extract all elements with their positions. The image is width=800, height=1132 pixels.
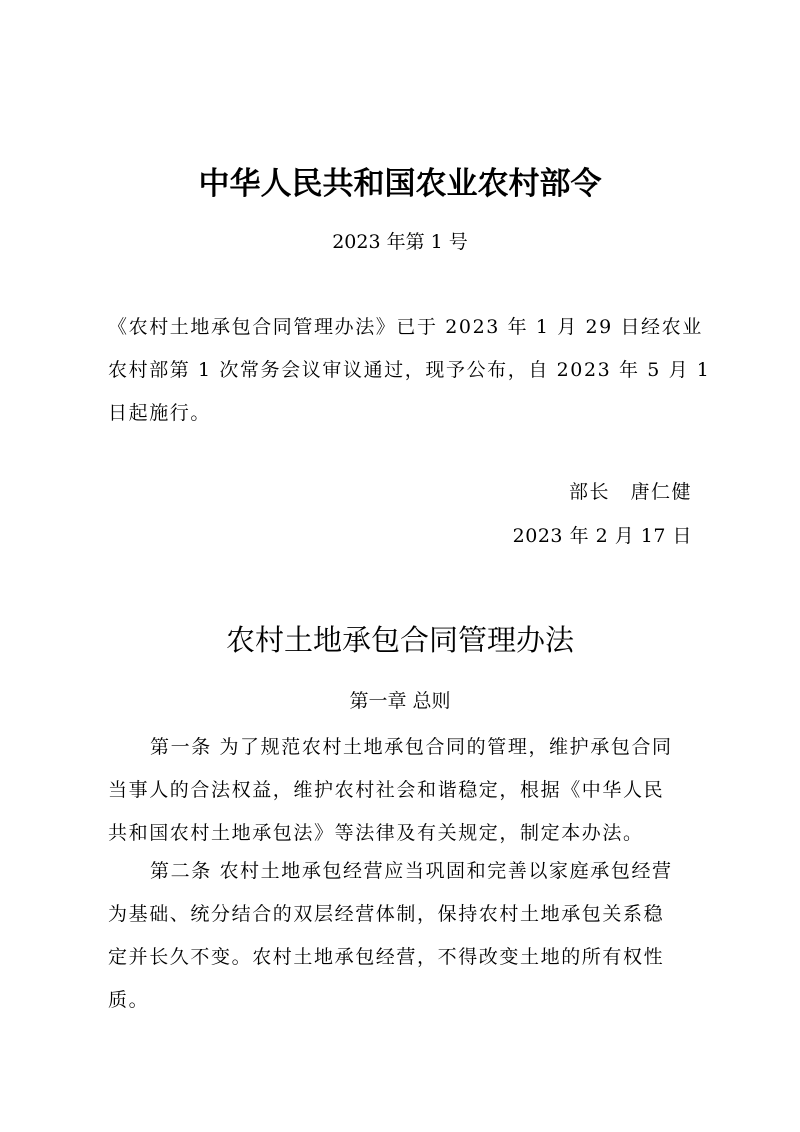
text-line: 第一条 为了规范农村土地承包合同的管理，维护承包合同: [150, 736, 673, 758]
text-line: 农村部第 1 次常务会议审议通过，现予公布，自 2023 年 5 月 1: [108, 359, 711, 381]
text-line: 为基础、统分结合的双层经营体制，保持农村土地承包关系稳: [108, 903, 665, 925]
text-line: 当事人的合法权益，维护农村社会和谐稳定，根据《中华人民: [108, 779, 665, 801]
text-line: 质。: [108, 989, 150, 1011]
article-2: [108, 850, 692, 1022]
decree-number: 2023 年第 1 号: [332, 231, 468, 253]
text-line: 《农村土地承包合同管理办法》已于 2023 年 1 月 29 日经农业: [108, 316, 703, 338]
text-line: 第二条 农村土地承包经营应当巩固和完善以家庭承包经营: [150, 860, 673, 882]
signing-date: 2023 年 2 月 17 日: [512, 525, 692, 547]
signer: 部长 唐仁健: [568, 481, 692, 503]
decree-intro-paragraph: [108, 306, 711, 435]
regulation-title: 农村土地承包合同管理办法: [225, 623, 574, 657]
chapter-heading: 第一章 总则: [349, 690, 451, 712]
text-line: 日起施行。: [108, 402, 212, 424]
text-line: 共和国农村土地承包法》等法律及有关规定，制定本办法。: [108, 822, 644, 844]
text-line: 定并长久不变。农村土地承包经营，不得改变土地的所有权性: [108, 946, 665, 968]
decree-title: 中华人民共和国农业农村部令: [198, 166, 602, 202]
article-1: [108, 726, 692, 855]
